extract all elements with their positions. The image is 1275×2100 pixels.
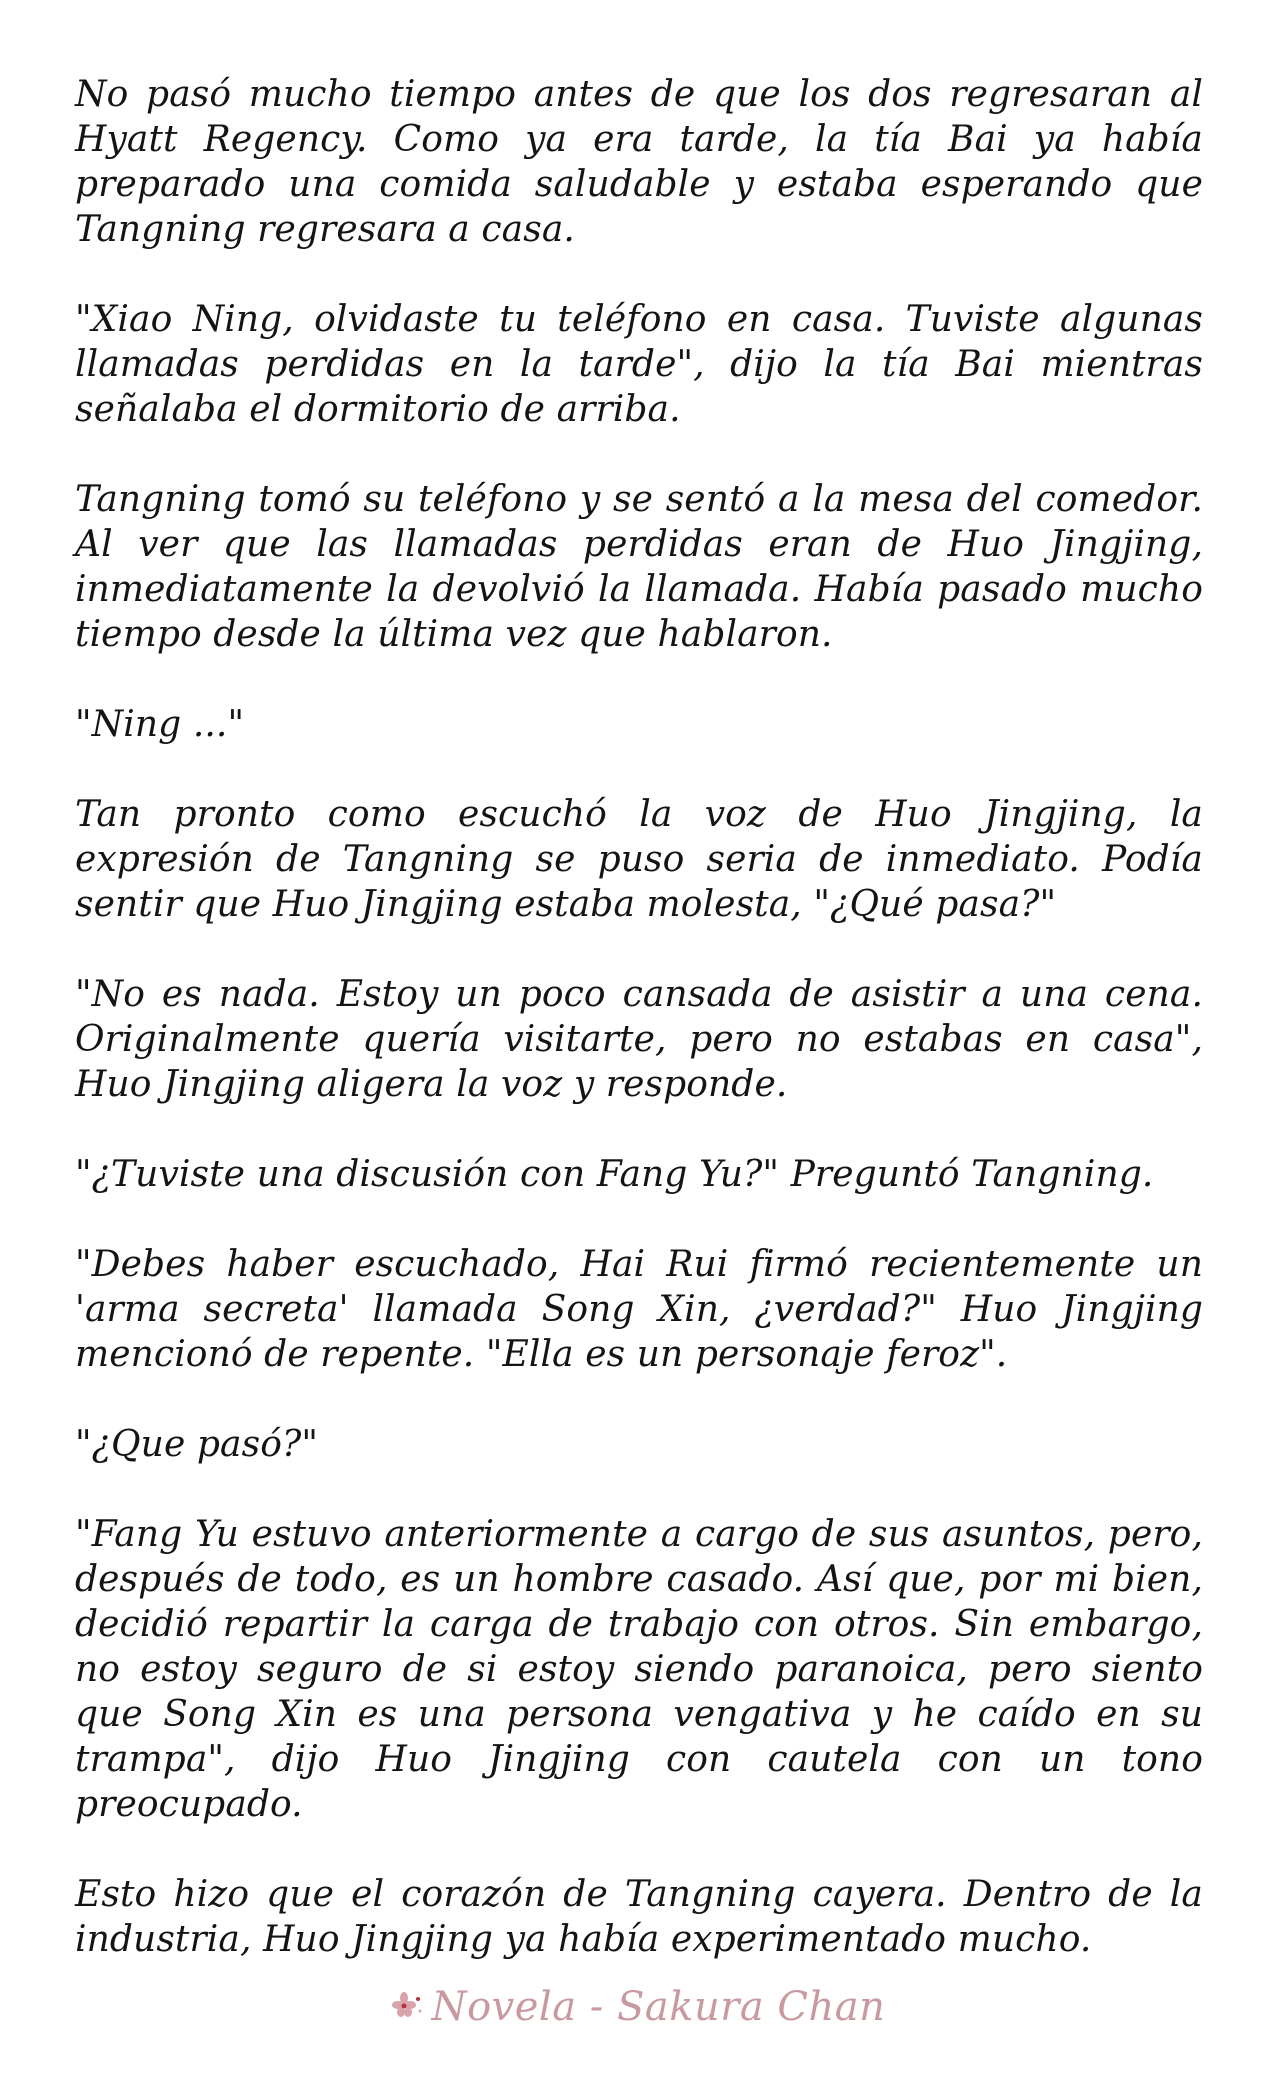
paragraph: "No es nada. Estoy un poco cansada de asistir a una cena. Originalmente quería visitarte, pero no estabas en casa", Huo Jingjing aligera la voz y responde. (75, 974, 1203, 1105)
paragraph: Esto hizo que el corazón de Tangning cayera. Dentro de la industria, Huo Jingjing ya había experimentado mucho. (75, 1874, 1203, 1960)
paragraph: Tangning tomó su teléfono y se sentó a la mesa del comedor. Al ver que las llamadas perdidas eran de Huo Jingjing, inmediatamente la devolvió la llamada. Había pasado mucho tiempo desde la última vez que hablaron. (75, 479, 1203, 655)
paragraph: "Xiao Ning, olvidaste tu teléfono en casa. Tuviste algunas llamadas perdidas en la tarde", dijo la tía Bai mientras señalaba el dormitorio de arriba. (75, 299, 1203, 430)
paragraph: "¿Tuviste una discusión con Fang Yu?" Preguntó Tangning. (75, 1154, 1154, 1195)
watermark-text: Novela - Sakura Chan (431, 1984, 886, 2030)
paragraph: No pasó mucho tiempo antes de que los dos regresaran al Hyatt Regency. Como ya era tarde, la tía Bai ya había preparado una comida saludable y estaba esperando que Tangning regresara a casa. (75, 74, 1203, 250)
watermark (0, 1984, 1275, 2030)
document-body (75, 72, 1203, 1962)
paragraph: "Ning ..." (75, 704, 245, 745)
paragraph: "Debes haber escuchado, Hai Rui firmó recientemente un 'arma secreta' llamada Song Xin, ¿verdad?" Huo Jingjing mencionó de repente. "Ella es un personaje feroz". (75, 1244, 1203, 1375)
paragraph: "Fang Yu estuvo anteriormente a cargo de sus asuntos, pero, después de todo, es un hombre casado. Así que, por mi bien, decidió repartir la carga de trabajo con otros. Sin embargo, no estoy seguro de si estoy siendo paranoica, pero siento que Song Xin es una persona vengativa y he caído en su trampa", dijo Huo Jingjing con cautela con un tono preocupado. (75, 1514, 1203, 1825)
paragraph: Tan pronto como escuchó la voz de Huo Jingjing, la expresión de Tangning se puso seria de inmediato. Podía sentir que Huo Jingjing estaba molesta, "¿Qué pasa?" (75, 794, 1203, 925)
sakura-icon (390, 1989, 426, 2025)
paragraph: "¿Que pasó?" (75, 1424, 319, 1465)
